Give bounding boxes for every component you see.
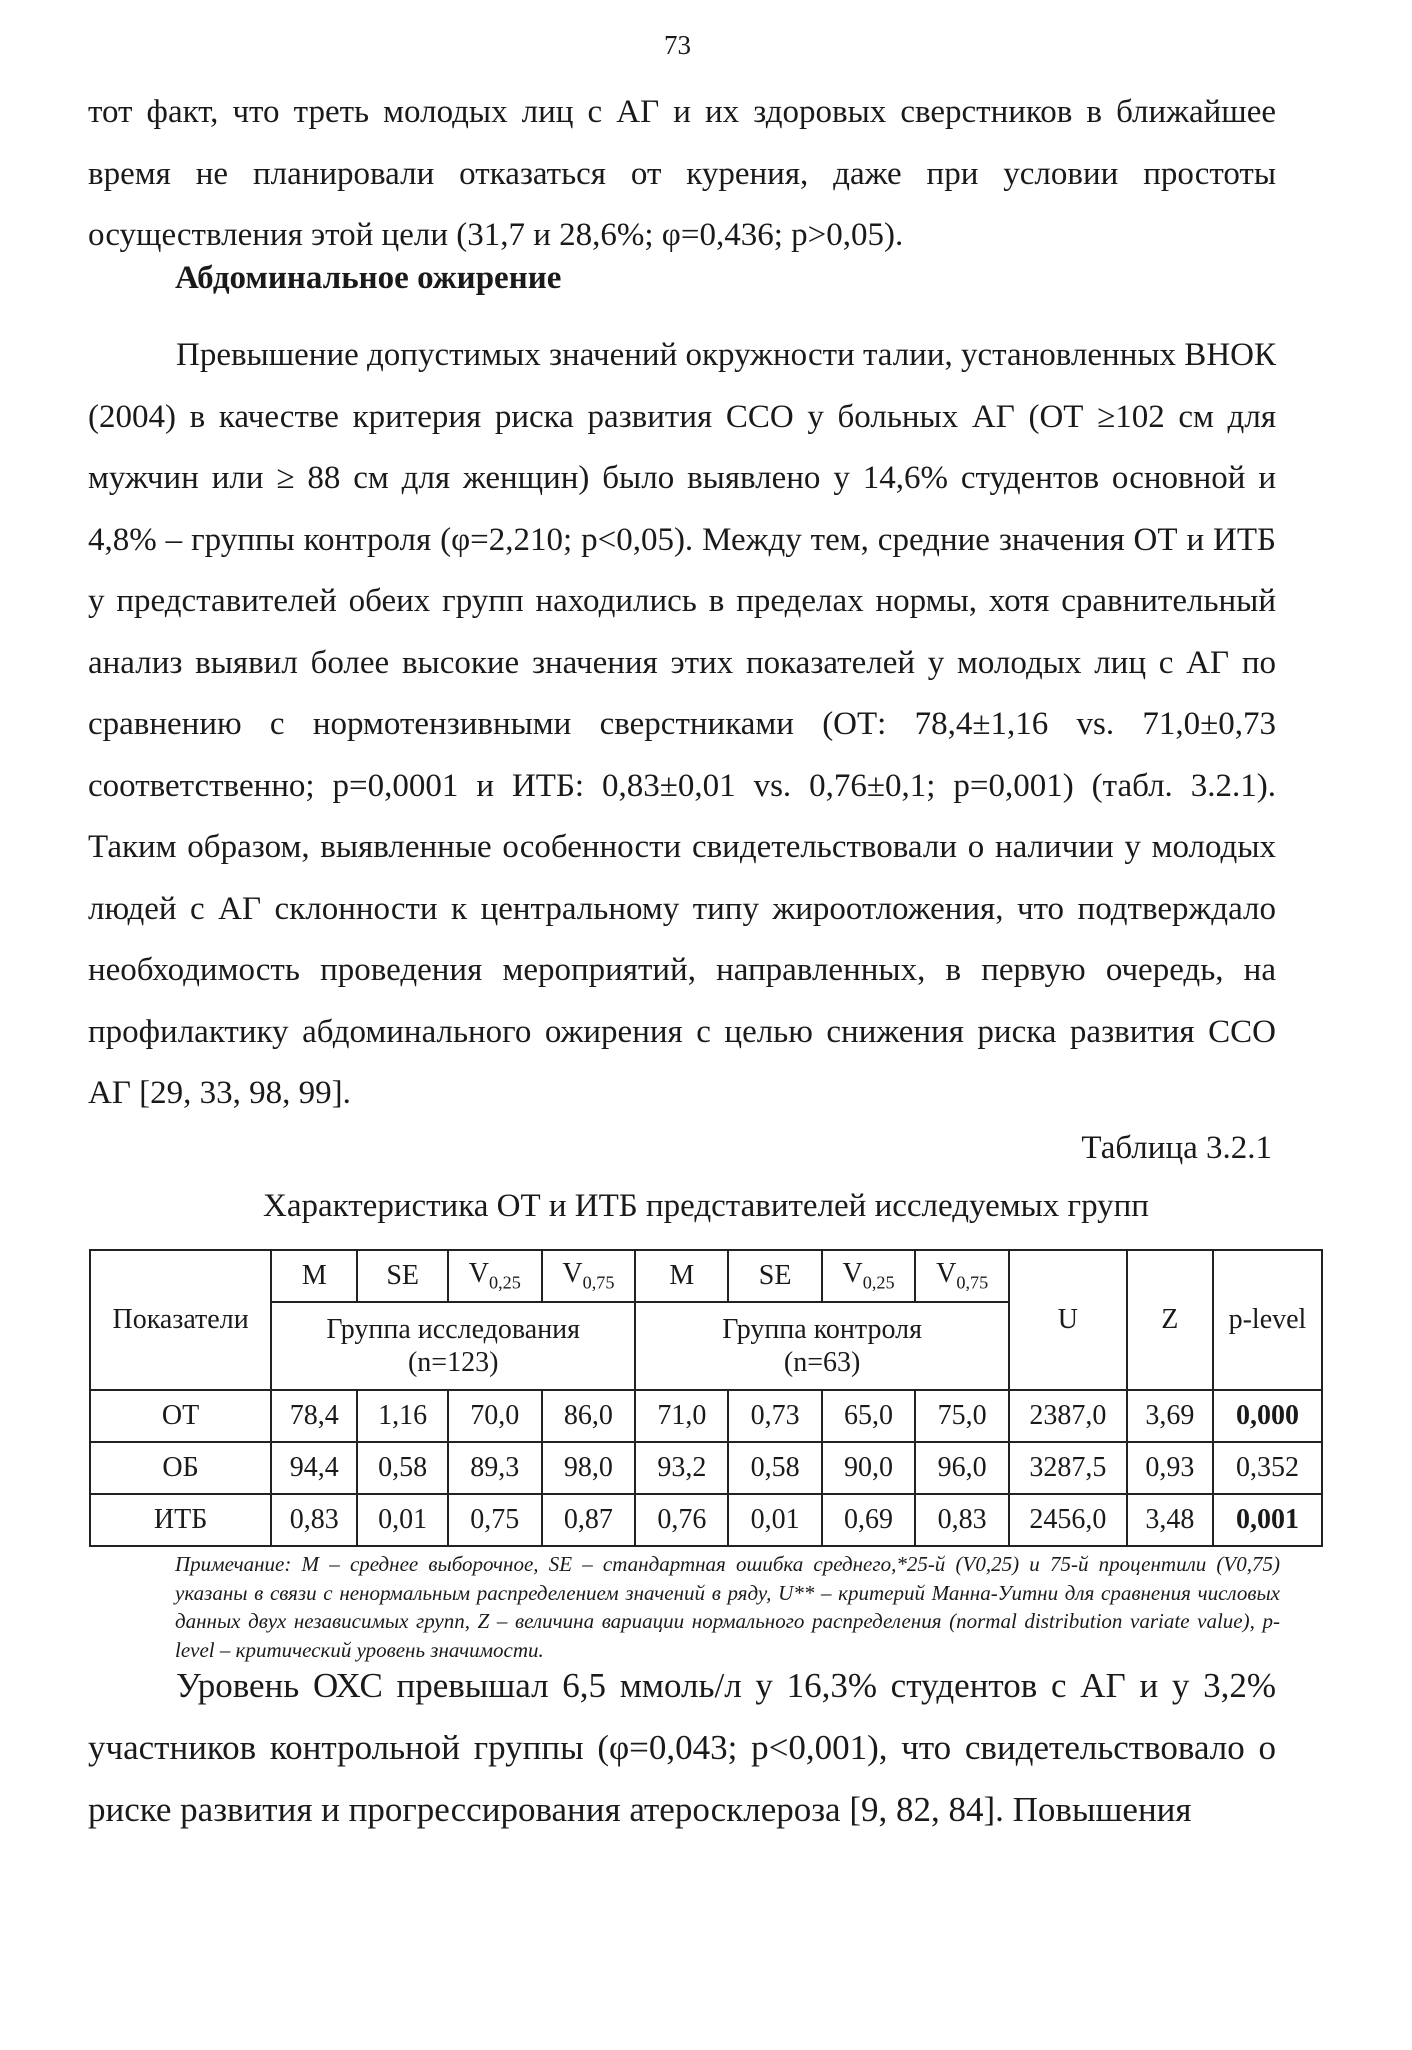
paragraph-cholesterol: Уровень ОХС превышал 6,5 ммоль/л у 16,3% студентов с АГ и у 3,2% участников контрольной группы (φ=0,043; p<0,001), что свидетельствовало о риске развития и прогрессирования атеросклероза [9, 82, 84]. Повышения (88, 1666, 1276, 1829)
row-label: ОТ (90, 1390, 271, 1442)
cell-v025-control: 90,0 (822, 1442, 916, 1494)
cell-z: 0,93 (1127, 1442, 1213, 1494)
paragraph-smoking: тот факт, что треть молодых лиц с АГ и их здоровых сверстников в ближайшее время не планировали отказаться от курения, даже при условии простоты осуществления этой цели (31,7 и 28,6%; φ=0,436; p>0,05). (88, 94, 1276, 253)
table-title: Характеристика ОТ и ИТБ представителей исследуемых групп (263, 1188, 1149, 1224)
header-m-study: M (271, 1250, 357, 1302)
header-z: Z (1127, 1250, 1213, 1390)
header-se-control: SE (728, 1250, 821, 1302)
cell-m-study: 94,4 (271, 1442, 357, 1494)
cell-p-level: 0,001 (1213, 1494, 1322, 1546)
cell-m-control: 93,2 (635, 1442, 728, 1494)
cell-se-study: 0,58 (357, 1442, 448, 1494)
cell-v025-study: 70,0 (448, 1390, 542, 1442)
header-v025-control: $V_{0,25}$ (822, 1250, 916, 1302)
header-u: U (1009, 1250, 1127, 1390)
row-label: ИТБ (90, 1494, 271, 1546)
cell-p-level: 0,000 (1213, 1390, 1322, 1442)
cell-se-study: 0,01 (357, 1494, 448, 1546)
cell-se-control: 0,01 (728, 1494, 821, 1546)
paragraph-abdominal: Превышение допустимых значений окружности талии, установленных ВНОК (2004) в качестве критерия риска развития ССО у больных АГ (ОТ ≥102 см для мужчин или ≥ 88 см для женщин) было выявлено у 14,6% студентов основной и 4,8% – группы контроля (φ=2,210; p<0,05). Между тем, средние значения ОТ и ИТБ у представителей обеих групп находились в пределах нормы, хотя сравнительный анализ выявил более высокие значения этих показателей у молодых лиц с АГ по сравнению с нормотензивными сверстниками (ОТ: 78,4±1,16 vs. 71,0±0,73 соответственно; p=0,0001 и ИТБ: 0,83±0,01 vs. 0,76±0,1; p=0,001) (табл. 3.2.1). Таким образом, выявленные особенности свидетельствовали о наличии у молодых людей с АГ склонности к центральному типу жироотложения, что подтверждало необходимость проведения мероприятий, направленных, в первую очередь, на профилактику абдоминального ожирения с целью снижения риска развития ССО АГ [29, 33, 98, 99]. (88, 337, 1276, 1111)
table-note: Примечание: М – среднее выборочное, SE – стандартная ошибка среднего,*25-й (V0,25) и 75-й процентили (V0,75) указаны в связи с ненормальным распределением значений в ряду, U** – критерий Манна-Уитни для сравнения числовых данных двух независимых групп, Z – величина вариации нормального распределения (normal distribution variate value), p-level – критический уровень значимости. (175, 1552, 1280, 1662)
header-v025-study: $V_{0,25}$ (448, 1250, 542, 1302)
cell-m-control: 0,76 (635, 1494, 728, 1546)
table-label: Таблица 3.2.1 (1081, 1130, 1272, 1166)
cell-v075-control: 0,83 (915, 1494, 1009, 1546)
cell-v075-control: 75,0 (915, 1390, 1009, 1442)
table-row (90, 1494, 1322, 1546)
table-header-row (90, 1250, 1322, 1302)
cell-v025-control: 0,69 (822, 1494, 916, 1546)
cell-z: 3,48 (1127, 1494, 1213, 1546)
cell-se-study: 1,16 (357, 1390, 448, 1442)
cell-m-study: 78,4 (271, 1390, 357, 1442)
cell-v075-control: 96,0 (915, 1442, 1009, 1494)
data-table (89, 1249, 1323, 1547)
header-p-level: p-level (1213, 1250, 1322, 1390)
header-se-study: SE (357, 1250, 448, 1302)
cell-se-control: 0,73 (728, 1390, 821, 1442)
table-row (90, 1442, 1322, 1494)
row-label: ОБ (90, 1442, 271, 1494)
page-number: 73 (664, 30, 691, 60)
cell-u: 2456,0 (1009, 1494, 1127, 1546)
cell-v025-study: 0,75 (448, 1494, 542, 1546)
section-heading: Абдоминальное ожирение (175, 260, 562, 296)
cell-u: 3287,5 (1009, 1442, 1127, 1494)
group-study-header: Группа исследования (n=123) (271, 1302, 635, 1390)
cell-v075-study: 0,87 (542, 1494, 636, 1546)
cell-v025-study: 89,3 (448, 1442, 542, 1494)
header-v075-control: $V_{0,75}$ (915, 1250, 1009, 1302)
cell-u: 2387,0 (1009, 1390, 1127, 1442)
cell-z: 3,69 (1127, 1390, 1213, 1442)
table-row (90, 1390, 1322, 1442)
header-m-control: M (635, 1250, 728, 1302)
header-v075-study: $V_{0,75}$ (542, 1250, 636, 1302)
header-indicators: Показатели (90, 1250, 271, 1390)
cell-se-control: 0,58 (728, 1442, 821, 1494)
cell-p-level: 0,352 (1213, 1442, 1322, 1494)
cell-m-control: 71,0 (635, 1390, 728, 1442)
cell-v075-study: 98,0 (542, 1442, 636, 1494)
group-control-header: Группа контроля (n=63) (635, 1302, 1009, 1390)
cell-m-study: 0,83 (271, 1494, 357, 1546)
cell-v075-study: 86,0 (542, 1390, 636, 1442)
cell-v025-control: 65,0 (822, 1390, 916, 1442)
